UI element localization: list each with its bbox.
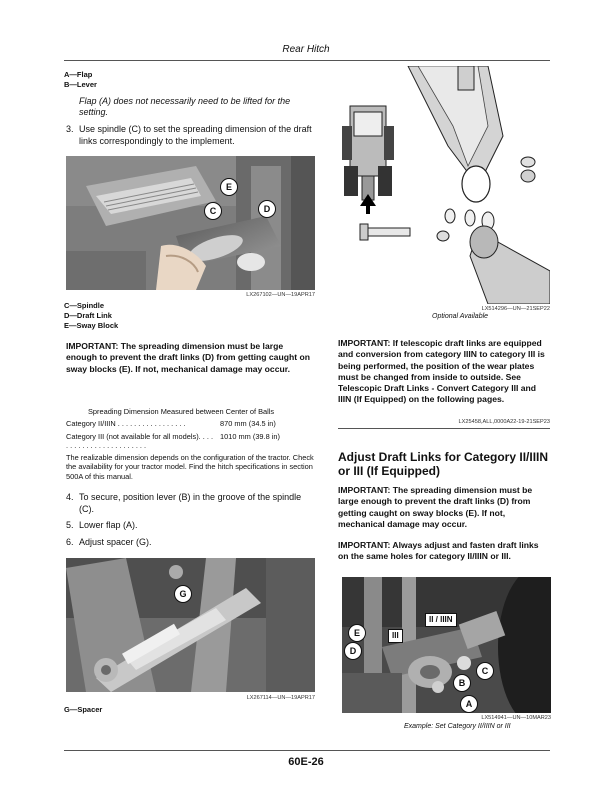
callout-b: B (453, 674, 471, 692)
spec-row-value: 1010 mm (39.8 in) (220, 432, 280, 441)
step-text: Lower flap (A). (79, 520, 138, 530)
spec-row-category-iii (66, 432, 316, 452)
important-note-spreading: IMPORTANT: The spreading dimension must be large enough to prevent the draft links (D) from getting caught on sway blocks (E). If not, mechanical damage may occur. (66, 341, 310, 374)
step-5 (66, 520, 316, 533)
step-6 (66, 537, 316, 550)
photo-spindle-illustration (66, 156, 315, 290)
spec-row-label: Category III (not available for all models). . . . . . . . . . . . . . . . . . . . . . . . (66, 432, 214, 451)
category-setting-illustration (342, 577, 551, 713)
step-number: 5. (66, 520, 74, 530)
important-note-ref: LX25458,ALL,0000A22-19-21SEP23 (458, 419, 550, 425)
important-note-same-holes: IMPORTANT: Always adjust and fasten draft links on the same holes for category II/IIIN or III. (338, 540, 539, 562)
step-3 (66, 124, 316, 150)
legend-item-lever: B—Lever (64, 80, 97, 89)
legend-flap-lever (64, 70, 304, 90)
step-number: 6. (66, 537, 74, 547)
photo-top-reference: LX514296—UN—21SEP22 (481, 306, 550, 312)
section-rule (338, 428, 550, 429)
step-number: 3. (66, 124, 74, 134)
flap-note: Flap (A) does not necessarily need to be lifted for the setting. (79, 96, 291, 117)
callout-c: C (204, 202, 222, 220)
step-text: Adjust spacer (G). (79, 537, 152, 547)
draft-link-exploded-illustration (338, 66, 550, 304)
callout-d: D (258, 200, 276, 218)
photo-top-caption: Optional Available (432, 313, 489, 320)
photo1-reference: LX267102—UN—19APR17 (246, 292, 315, 298)
important-note-spreading-right: IMPORTANT: The spreading dimension must be large enough to prevent the draft links (D) from getting caught on sway blocks (E). If not, mechanical damage may occur. (338, 485, 533, 529)
page-number: 60E-26 (288, 756, 324, 768)
photo-category-setting (342, 577, 551, 713)
photo-telescopic-draft-link (338, 66, 550, 304)
step-number: 4. (66, 492, 74, 502)
photo-spacer-adjustment (66, 558, 315, 692)
photo-spacer-illustration (66, 558, 315, 692)
legend-item-spacer: G—Spacer (64, 705, 103, 714)
callout-e: E (348, 624, 366, 642)
spec-note: The realizable dimension depends on the configuration of the tractor. Check the availability for your tractor model. Find the hitch specifications in section 500A of this manual. (66, 453, 314, 481)
legend-spindle-draftlink-swayblock (64, 301, 304, 331)
callout-a: A (460, 695, 478, 713)
legend-item-sway-block: E—Sway Block (64, 321, 119, 330)
label-category-iii: III (388, 629, 403, 643)
photo-bottom-reference: LX514941—UN—10MAR23 (481, 715, 551, 721)
callout-e: E (220, 178, 238, 196)
step-text: To secure, position lever (B) in the groove of the spindle (C). (79, 492, 302, 514)
legend-item-spindle: C—Spindle (64, 301, 105, 310)
legend-item-flap: A—Flap (64, 70, 93, 79)
legend-spacer (64, 705, 304, 715)
callout-c: C (476, 662, 494, 680)
spec-row-label: Category II/IIIN . . . . . . . . . . . . . . . . . (66, 419, 186, 428)
step-4 (66, 492, 316, 518)
legend-item-draft-link: D—Draft Link (64, 311, 112, 320)
page-header-title: Rear Hitch (282, 44, 330, 55)
spec-table-title: Spreading Dimension Measured between Center of Balls (88, 407, 275, 416)
photo-bottom-caption: Example: Set Category II/IIIN or III (404, 723, 511, 730)
header-rule (64, 60, 550, 61)
section-heading: Adjust Draft Links for Category II/IIIN or III (If Equipped) (338, 450, 549, 478)
footer-rule (64, 750, 550, 751)
photo-spindle-adjustment (66, 156, 315, 290)
spec-row-value: 870 mm (34.5 in) (220, 419, 276, 428)
callout-g: G (174, 585, 192, 603)
callout-d: D (344, 642, 362, 660)
spec-table (66, 419, 316, 451)
photo2-reference: LX267114—UN—19APR17 (246, 695, 315, 701)
step-text: Use spindle (C) to set the spreading dimension of the draft links correspondingly to the implement. (79, 124, 312, 146)
important-note-wear-plates: IMPORTANT: If telescopic draft links are equipped and conversion from category IIIN to category III is being performed, the position of the wear plates must be changed from inside to outside. See Telescopic Draft Links - Convert Category III and IIIN (If Equipped) on the following pages. (338, 338, 545, 405)
label-category-ii-iiin: II / IIIN (425, 613, 457, 627)
